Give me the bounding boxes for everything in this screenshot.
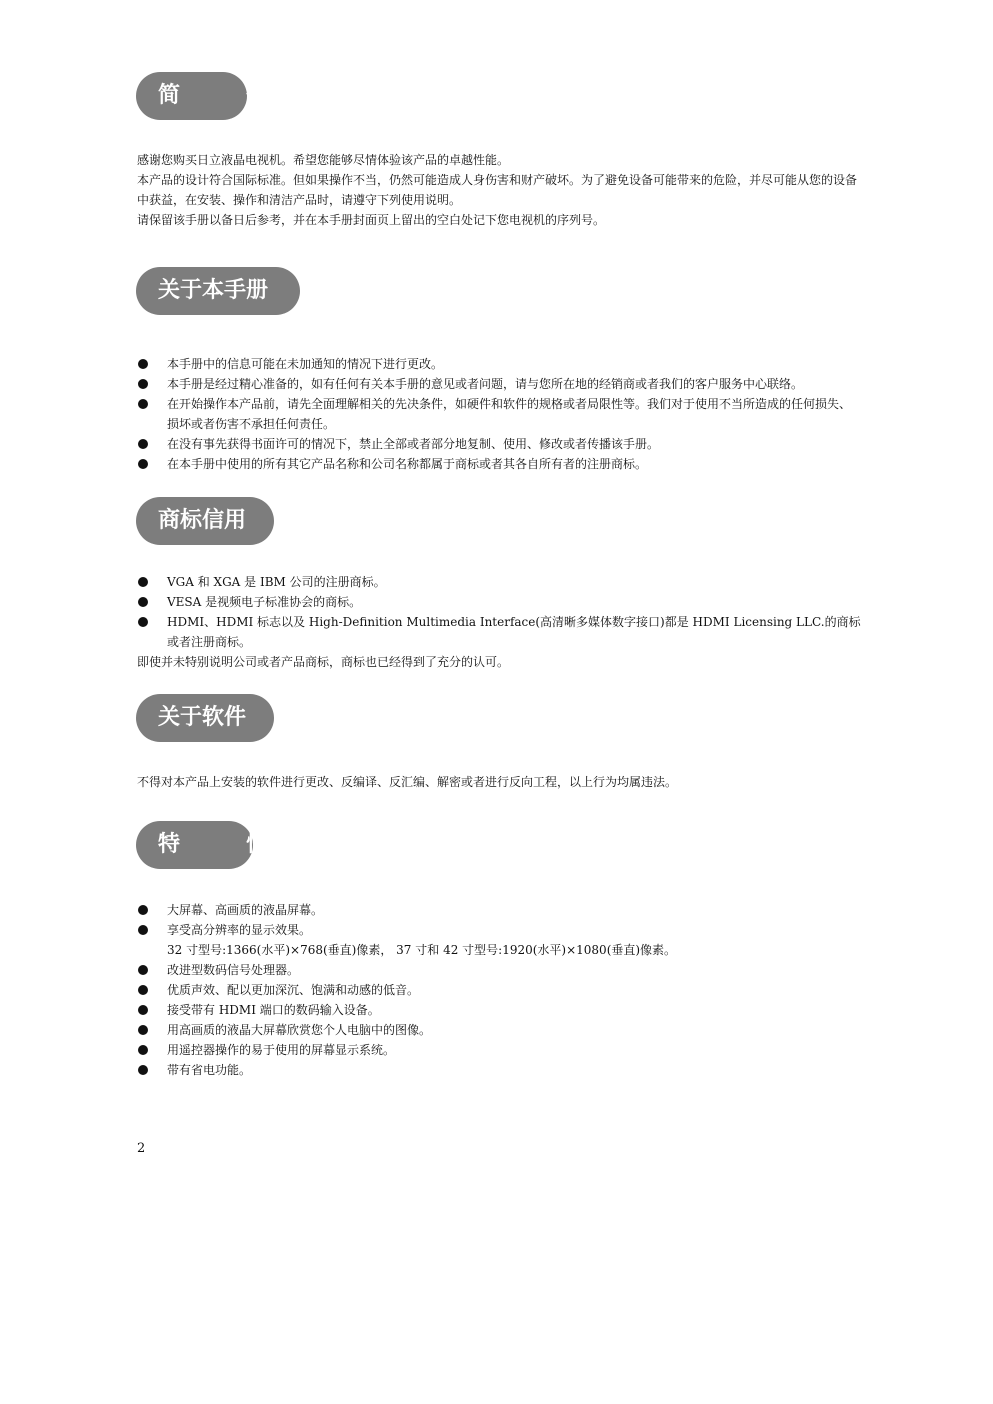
bullet-icon — [138, 985, 148, 995]
bullet-icon — [138, 965, 148, 975]
bullet-icon — [138, 359, 148, 369]
bullet-icon — [138, 905, 148, 915]
list-item — [137, 592, 862, 612]
bullet-icon — [138, 459, 148, 469]
intro-paragraph: 感谢您购买日立液晶电视机。希望您能够尽情体验该产品的卓越性能。 — [137, 153, 510, 167]
list-item — [137, 1020, 862, 1040]
list-item — [137, 900, 862, 920]
section-heading-software: 关于软件 — [136, 694, 274, 742]
bullet-icon — [138, 925, 148, 935]
list-item-text: 优质声效、配以更加深沉、饱满和动感的低音。 — [167, 983, 420, 997]
list-item — [137, 434, 862, 454]
list-item — [137, 980, 862, 1000]
intro-paragraph: 本产品的设计符合国际标准。但如果操作不当，仍然可能造成人身伤害和财产破坏。为了避免设备可能带来的危险，并尽可能从您的设备中获益，在安装、操作和清洁产品时，请遵守下列使用说明。 — [137, 173, 858, 207]
section-heading-intro: 简 介 — [136, 72, 247, 120]
bullet-icon — [138, 1005, 148, 1015]
bullet-icon — [138, 577, 148, 587]
list-item — [137, 394, 862, 434]
list-item-text: VGA 和 XGA 是 IBM 公司的注册商标。 — [167, 575, 386, 589]
list-item-text: 接受带有 HDMI 端口的数码输入设备。 — [167, 1003, 380, 1017]
page-number: 2 — [137, 1141, 146, 1156]
list-item-text: 在没有事先获得书面许可的情况下，禁止全部或者部分地复制、使用、修改或者传播该手册。 — [167, 437, 660, 451]
list-item — [137, 374, 862, 394]
list-item-text: 本手册是经过精心准备的，如有任何有关本手册的意见或者问题，请与您所在地的经销商或者我们的客户服务中心联络。 — [167, 377, 804, 391]
bullet-icon — [138, 617, 148, 627]
bullet-icon — [138, 1045, 148, 1055]
intro-text — [137, 150, 862, 230]
list-item — [137, 612, 862, 652]
list-item-text: 用遥控器操作的易于使用的屏幕显示系统。 — [167, 1043, 396, 1057]
list-item-text: 本手册中的信息可能在未加通知的情况下进行更改。 — [167, 357, 444, 371]
section-heading-trademark: 商标信用 — [136, 497, 274, 545]
bullet-icon — [138, 1025, 148, 1035]
list-item — [137, 1040, 862, 1060]
list-item-text: HDMI、HDMI 标志以及 High-Definition Multimedia Interface(高清晰多媒体数字接口)都是 HDMI Licensing LLC.的商标或者注册商标。 — [167, 615, 861, 649]
bullet-icon — [138, 439, 148, 449]
list-item — [137, 920, 862, 960]
list-item-text: 在开始操作本产品前，请先全面理解相关的先决条件，如硬件和软件的规格或者局限性等。我们对于使用不当所造成的任何损失、损坏或者伤害不承担任何责任。 — [167, 397, 852, 431]
list-item-text: 大屏幕、高画质的液晶屏幕。 — [167, 903, 324, 917]
trademark-note: 即使并未特别说明公司或者产品商标，商标也已经得到了充分的认可。 — [137, 655, 510, 669]
intro-paragraph: 请保留该手册以备日后参考，并在本手册封面页上留出的空白处记下您电视机的序列号。 — [137, 213, 606, 227]
section-heading-manual: 关于本手册 — [136, 267, 300, 315]
section-heading-features: 特 性 — [136, 821, 253, 869]
list-item-text: 在本手册中使用的所有其它产品名称和公司名称都属于商标或者其各自所有者的注册商标。 — [167, 457, 648, 471]
list-item — [137, 454, 862, 474]
list-item-text: 改进型数码信号处理器。 — [167, 963, 300, 977]
list-item-text: 用高画质的液晶大屏幕欣赏您个人电脑中的图像。 — [167, 1023, 432, 1037]
software-text: 不得对本产品上安装的软件进行更改、反编译、反汇编、解密或者进行反向工程，以上行为均属违法。 — [137, 775, 678, 789]
bullet-icon — [138, 379, 148, 389]
list-item — [137, 572, 862, 592]
manual-list — [137, 354, 862, 474]
list-item — [137, 1000, 862, 1020]
list-item-text: VESA 是视频电子标准协会的商标。 — [167, 595, 362, 609]
list-item-text: 带有省电功能。 — [167, 1063, 252, 1077]
list-item — [137, 1060, 862, 1080]
list-item — [137, 960, 862, 980]
bullet-icon — [138, 1065, 148, 1075]
bullet-icon — [138, 399, 148, 409]
list-item-text: 享受高分辨率的显示效果。 — [167, 923, 312, 937]
bullet-icon — [138, 597, 148, 607]
features-list — [137, 900, 862, 1080]
trademark-list — [137, 572, 862, 652]
list-item-detail: 32 寸型号:1366(水平)×768(垂直)像素， 37 寸和 42 寸型号:1920(水平)×1080(垂直)像素。 — [167, 943, 677, 957]
list-item — [137, 354, 862, 374]
